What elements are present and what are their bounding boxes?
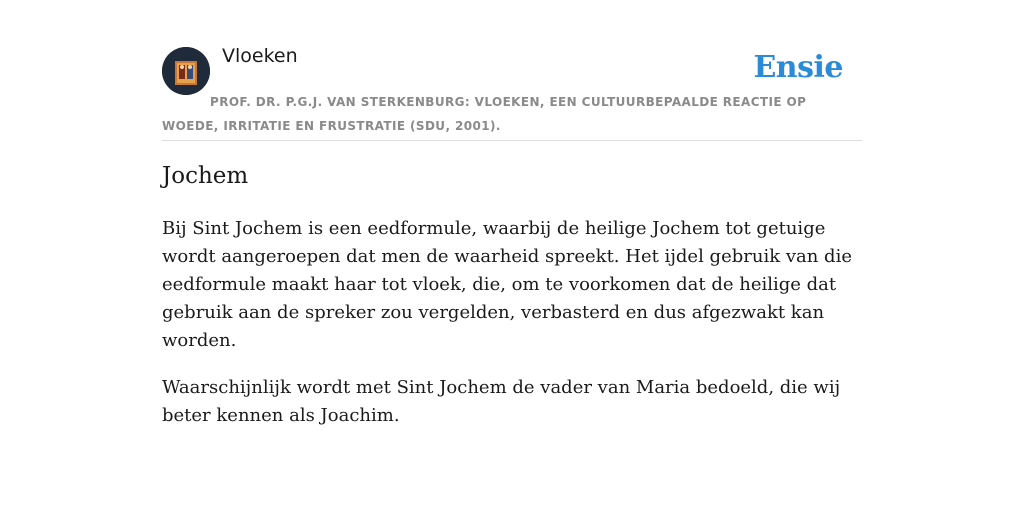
brand-logo[interactable]: Ensie [753, 50, 843, 85]
article-body [162, 215, 862, 449]
article-paragraph: Waarschijnlijk wordt met Sint Jochem de vader van Maria bedoeld, die wij beter kennen als Joachim. [162, 377, 841, 426]
source-avatar[interactable] [162, 47, 210, 95]
article-paragraph: Bij Sint Jochem is een eedformule, waarbij de heilige Jochem tot getuige wordt aangeroepen dat men de waarheid spreekt. Het ijdel gebruik van die eedformule maakt haar tot vloek, die, om te voorkomen dat de heilige dat gebruik aan de spreker zou vergelden, verbasterd en dus afgezwakt kan worden. [162, 218, 852, 351]
source-name[interactable]: Vloeken [222, 45, 298, 67]
book-cover-icon [162, 47, 210, 95]
source-citation: PROF. DR. P.G.J. VAN STERKENBURG: VLOEKEN, EEN CULTUURBEPAALDE REACTIE OP WOEDE, IRRITATIE EN FRUSTRATIE (SDU, 2001). [162, 90, 862, 141]
article-title: Jochem [162, 163, 249, 189]
